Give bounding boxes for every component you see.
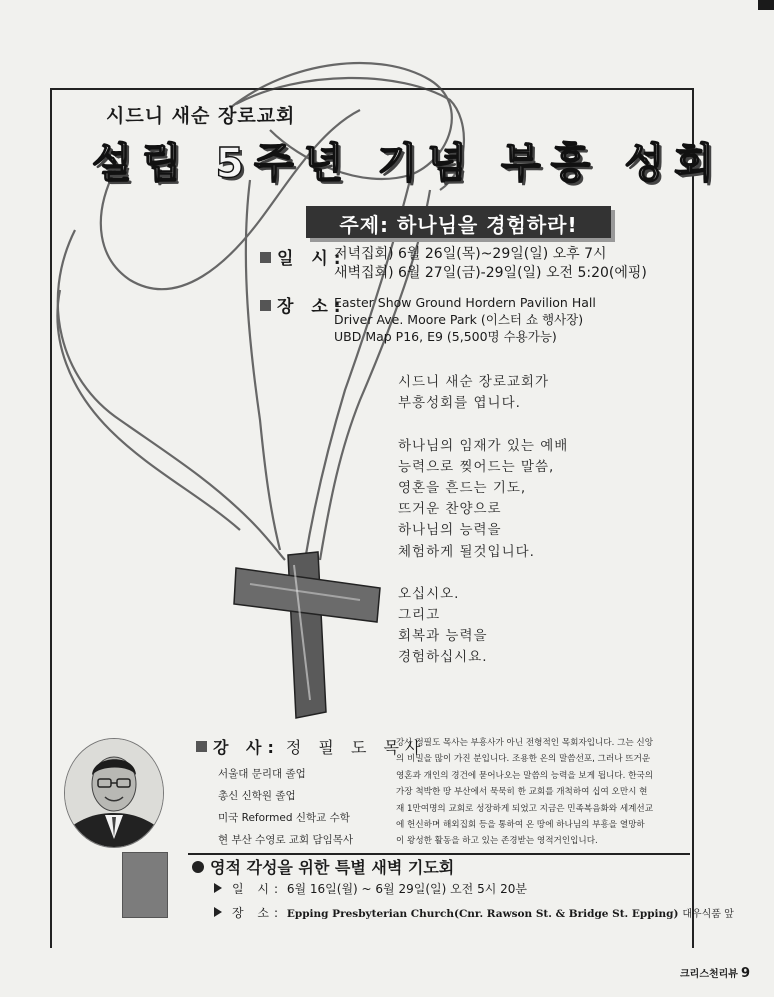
poem-line xyxy=(398,414,568,435)
description-line: 이 왕성한 활동을 하고 있는 존경받는 영적거인입니다. xyxy=(396,836,598,847)
gray-block xyxy=(122,852,168,918)
speaker-description xyxy=(396,735,678,850)
prayer-place-suffix: 대우식품 앞 xyxy=(682,909,734,920)
venue-details xyxy=(334,294,596,345)
dawn-service: 새벽집회) 6월 27일(금)-29일(일) 오전 5:20(에핑) xyxy=(334,265,647,281)
poem-line: 하나님의 능력을 xyxy=(398,522,502,539)
prayer-date-label: 일 시: xyxy=(232,882,284,896)
poem-line: 영혼을 흔드는 기도, xyxy=(398,479,527,496)
speaker-heading: 강 사: 정 필 도 목사 xyxy=(196,735,426,758)
poem-line: 체험하게 될것입니다. xyxy=(398,543,535,560)
venue-label: 장 소: xyxy=(260,292,347,317)
bio-line: 서울대 문리대 졸업 xyxy=(218,768,306,780)
prayer-meeting-title: 영적 각성을 위한 특별 새벽 기도회 xyxy=(192,855,454,878)
speaker-photo xyxy=(64,738,164,848)
speaker-name: 정 필 도 목사 xyxy=(285,738,427,757)
venue-line-2: Driver Ave. Moore Park (이스터 쇼 행사장) xyxy=(334,312,584,327)
venue-line-1: Easter Show Ground Hordern Pavilion Hall xyxy=(334,295,596,310)
schedule-label: 일 시: xyxy=(260,244,347,269)
bio-line: 미국 Reformed 신학교 수학 xyxy=(218,812,350,824)
description-line: 에 헌신하며 해외집회 등을 통하여 온 땅에 하나님의 부흥을 열망하 xyxy=(396,820,645,831)
poem-line: 하나님의 임재가 있는 예배 xyxy=(398,437,569,454)
bullet-dot-icon xyxy=(192,861,204,873)
church-name: 시드니 새순 장로교회 xyxy=(106,105,296,127)
description-line: 가장 척박한 땅 부산에서 묵묵히 한 교회를 개척하여 십여 오만시 현 xyxy=(396,787,648,798)
page-footer xyxy=(680,965,750,981)
poem-line: 경험하십시요. xyxy=(398,649,488,666)
bio-line: 현 부산 수영로 교회 담임목사 xyxy=(218,834,354,846)
poem-line: 부흥성회를 엽니다. xyxy=(398,395,521,412)
description-line: 강사 정필도 목사는 부흥사가 아닌 전형적인 목회자입니다. 그는 신앙 xyxy=(396,738,654,748)
bullet-square-icon xyxy=(260,300,271,311)
poem-line: 그리고 xyxy=(398,607,441,624)
description-line: 의 비밀을 많이 가진 분입니다. 조용한 온의 말씀선포, 그러나 뜨거운 xyxy=(396,754,651,765)
description-line: 재 1만여명의 교회로 성장하게 되었고 지금은 민족복음화와 세계선교 xyxy=(396,803,654,814)
poem-line xyxy=(398,563,568,584)
poem-line: 오십시오. xyxy=(398,585,460,602)
prayer-place-value: Epping Presbyterian Church(Cnr. Rawson St. & Bridge St. Epping) xyxy=(286,908,679,920)
poem-line: 시드니 새순 장로교회가 xyxy=(398,374,549,390)
bullet-square-icon xyxy=(260,252,271,263)
page-number: 9 xyxy=(740,966,751,981)
prayer-date-value: 6월 16일(월) ~ 6월 29일(일) 오전 5시 20분 xyxy=(286,882,527,896)
prayer-place-label: 장 소: xyxy=(232,906,284,920)
poem-line: 능력으로 찢어드는 말씀, xyxy=(398,458,555,475)
description-line: 영혼과 개인의 경건에 묻어나오는 말씀의 능력을 보게 됩니다. 한국의 xyxy=(396,770,654,781)
poem-line: 뜨거운 찬양으로 xyxy=(398,501,502,518)
speaker-portrait-icon xyxy=(65,739,163,847)
triangle-bullet-icon xyxy=(214,907,222,917)
corner-mark xyxy=(758,0,774,10)
poem-line: 회복과 능력을 xyxy=(398,628,488,645)
evening-service: 저녁집회) 6월 26일(목)~29일(일) 오후 7시 xyxy=(334,246,607,262)
bio-line: 총신 신학원 졸업 xyxy=(218,790,296,802)
triangle-bullet-icon xyxy=(214,883,222,893)
venue-line-3: UBD Map P16, E9 (5,500명 수용가능) xyxy=(334,329,557,344)
prayer-place-row xyxy=(214,904,734,921)
prayer-date-row xyxy=(214,880,527,897)
page-title: 설립 5주년 기념 부흥 성회 xyxy=(92,139,724,187)
theme-banner xyxy=(306,206,611,238)
speaker-bio xyxy=(218,763,353,851)
schedule-details xyxy=(334,245,647,283)
theme-text: 주제: 하나님을 경험하라! xyxy=(339,213,578,237)
bullet-square-icon xyxy=(196,741,207,752)
invitation-text xyxy=(398,372,568,669)
publication-name: 크리스천리뷰 xyxy=(680,969,738,980)
